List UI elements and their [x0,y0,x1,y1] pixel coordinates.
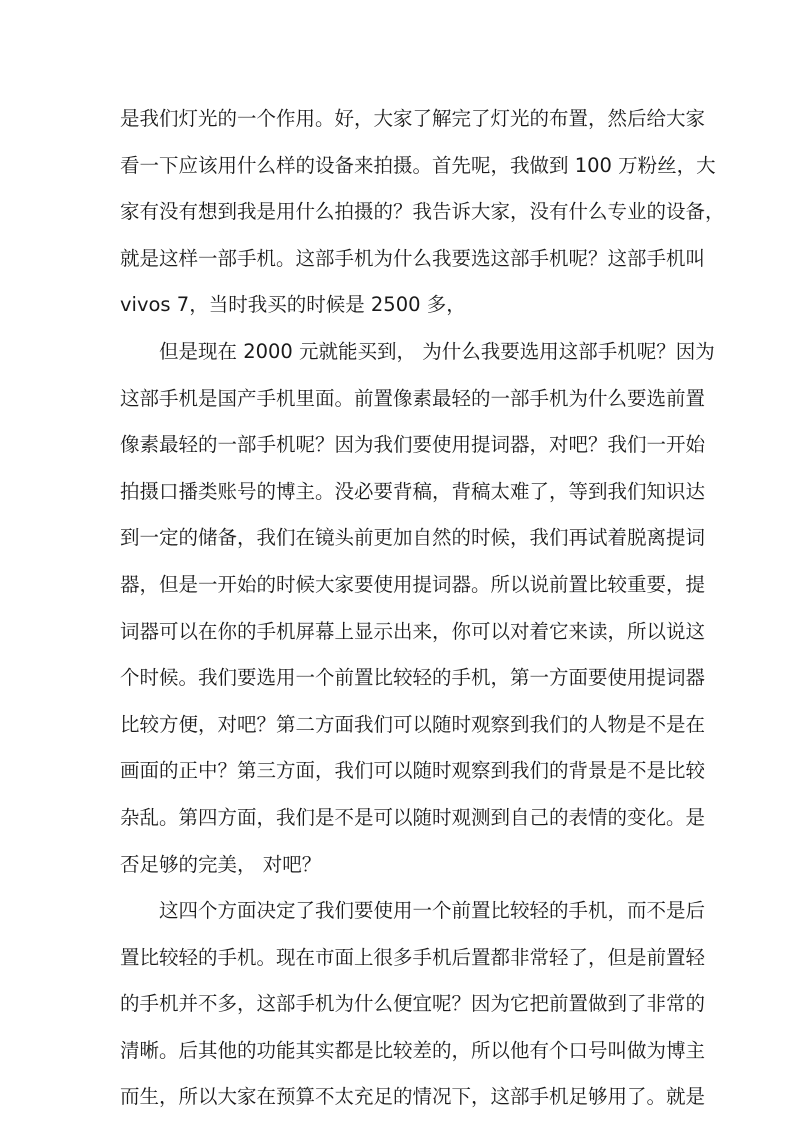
text-line: 器，但是一开始的时候大家要使用提词器。所以说前置比较重要，提 [120,572,706,596]
text-line: 这部手机是国产手机里面。前置像素最轻的一部手机为什么要选前置 [120,386,706,410]
text-line: 像素最轻的一部手机呢？因为我们要使用提词器，对吧？我们一开始 [120,433,706,457]
text-line: 词器可以在你的手机屏幕上显示出来，你可以对着它来读，所以说这 [120,619,706,643]
text-line: 就是这样一部手机。这部手机为什么我要选这部手机呢？这部手机叫 [120,246,706,270]
text-line: 是我们灯光的一个作用。好，大家了解完了灯光的布置，然后给大家 [120,107,706,130]
text-line: 看一下应该用什么样的设备来拍摄。首先呢，我做到 100 万粉丝，大 [120,153,716,177]
paragraph-start-line: 但是现在 2000 元就能买到， 为什么我要选用这部手机呢？因为 [159,339,715,363]
text-line: 否足够的完美， 对吧？ [120,852,322,876]
text-line: vivos 7，当时我买的时候是 2500 多， [120,293,466,317]
text-line: 置比较轻的手机。现在市面上很多手机后置都非常轻了，但是前置轻 [120,945,706,969]
paragraph-start-line: 这四个方面决定了我们要使用一个前置比较轻的手机，而不是后 [159,899,706,923]
text-line: 到一定的储备，我们在镜头前更加自然的时候，我们再试着脱离提词 [120,526,706,550]
text-line: 而生，所以大家在预算不太充足的情况下，这部手机足够用了。就是 [120,1085,706,1109]
body-text [120,96,725,1121]
text-line: 清晰。后其他的功能其实都是比较差的，所以他有个口号叫做为博主 [120,1038,706,1062]
text-line: 个时候。我们要选用一个前置比较轻的手机，第一方面要使用提词器 [120,666,706,690]
text-line: 杂乱。第四方面，我们是不是可以随时观测到自己的表情的变化。是 [120,805,706,829]
text-line: 比较方便，对吧？第二方面我们可以随时观察到我们的人物是不是在 [120,712,706,736]
text-line: 家有没有想到我是用什么拍摄的？我告诉大家，没有什么专业的设备， [120,200,725,224]
text-line: 的手机并不多，这部手机为什么便宜呢？因为它把前置做到了非常的 [120,992,706,1016]
text-line: 画面的正中？第三方面，我们可以随时观察到我们的背景是不是比较 [120,759,706,783]
text-line: 拍摄口播类账号的博主。没必要背稿，背稿太难了，等到我们知识达 [120,479,706,503]
